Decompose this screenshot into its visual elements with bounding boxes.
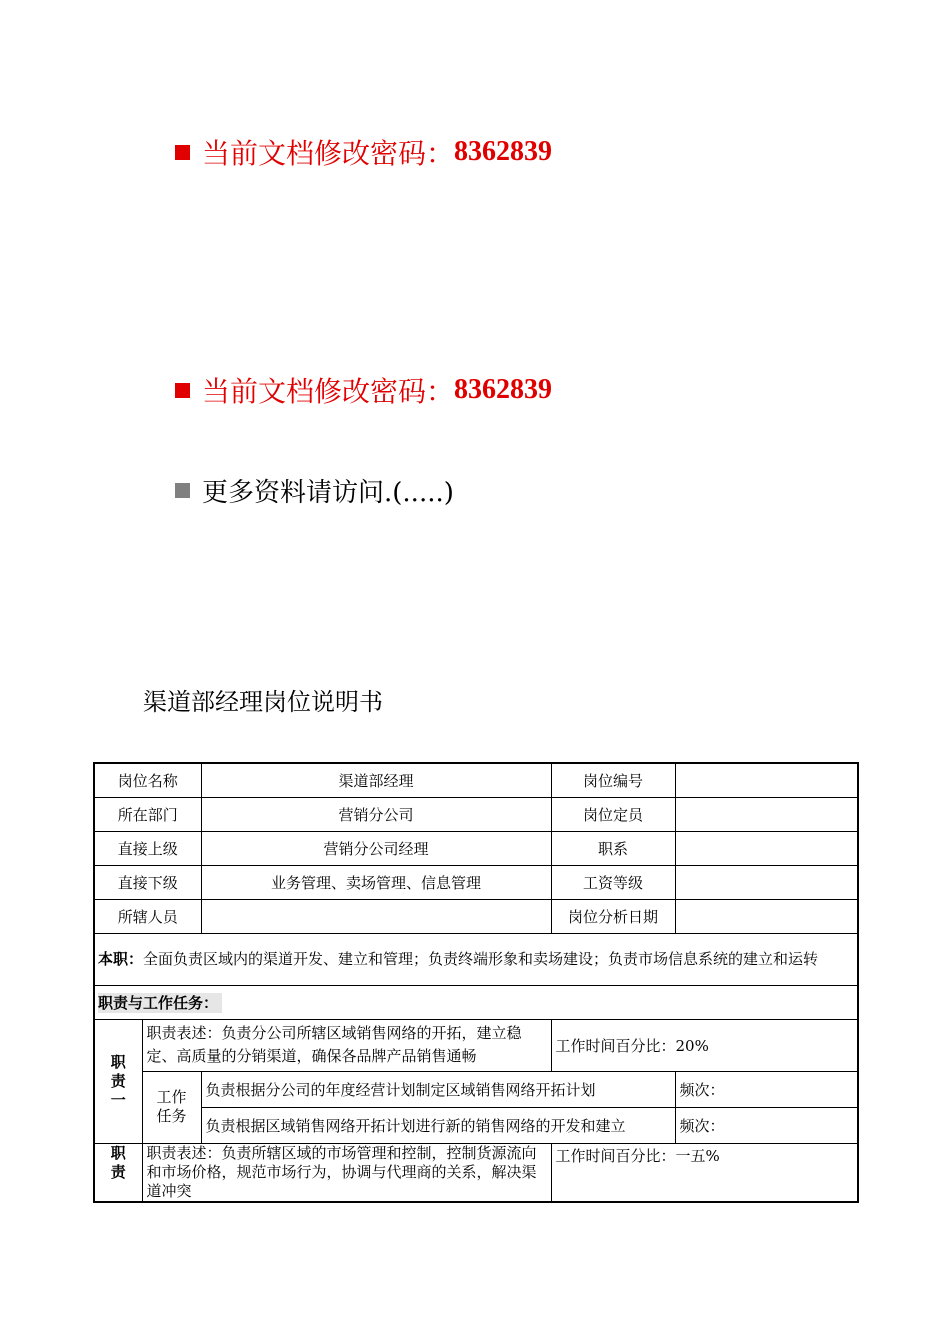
duties-header: 职责与工作任务：: [98, 993, 222, 1013]
duties-header-row: [94, 985, 858, 1019]
value-cell: [675, 831, 858, 865]
label-cell: 岗位编号: [551, 763, 675, 797]
more-resources-link[interactable]: [175, 472, 454, 509]
password-notice-1: [175, 132, 552, 172]
label-cell: 职系: [551, 831, 675, 865]
value-cell: [675, 797, 858, 831]
task-text: 负责根据分公司的年度经营计划制定区域销售网络开拓计划: [201, 1071, 675, 1107]
task-label: 工作任务: [156, 1088, 187, 1125]
duty2-label: [94, 1143, 142, 1202]
duty1-statement-row: [94, 1019, 858, 1071]
value-cell: 渠道部经理: [201, 763, 551, 797]
main-duty-cell: [94, 933, 858, 985]
value-cell: 业务管理、卖场管理、信息管理: [201, 865, 551, 899]
label-cell: 工资等级: [551, 865, 675, 899]
duty2-percent: 工作时间百分比：一五%: [551, 1143, 858, 1202]
job-description-table: [93, 762, 859, 1203]
duty1-label: [94, 1019, 142, 1143]
main-duty-text: 全面负责区域内的渠道开发、建立和管理；负责终端形象和卖场建设；负责市场信息系统的建立和运转: [143, 949, 819, 968]
more-resources-text: 更多资料请访问.(.....): [202, 478, 454, 508]
label-cell: 岗位分析日期: [551, 899, 675, 933]
duty1-statement: 职责表述：负责分公司所辖区域销售网络的开拓，建立稳定、高质量的分销渠道，确保各品牌产品销售通畅: [142, 1019, 551, 1071]
value-cell: 营销分公司经理: [201, 831, 551, 865]
label-cell: 岗位名称: [94, 763, 201, 797]
duty1-label-text: 职责一: [110, 1052, 126, 1109]
document-title: 渠道部经理岗位说明书: [143, 688, 383, 716]
value-cell: 营销分公司: [201, 797, 551, 831]
label-cell: 岗位定员: [551, 797, 675, 831]
duty1-task-row: [94, 1071, 858, 1107]
password-code: 8362839: [454, 374, 553, 405]
task-label-cell: [142, 1071, 201, 1143]
duty2-statement-row: [94, 1143, 858, 1202]
duties-header-cell: [94, 985, 858, 1019]
gray-square-bullet-icon: [175, 483, 190, 498]
duty2-label-text: 职责: [110, 1143, 126, 1181]
task-text: 负责根据区域销售网络开拓计划进行新的销售网络的开发和建立: [201, 1107, 675, 1143]
value-cell: [201, 899, 551, 933]
label-cell: 直接下级: [94, 865, 201, 899]
value-cell: [675, 865, 858, 899]
duty2-statement: 职责表述：负责所辖区域的市场管理和控制，控制货源流向和市场价格，规范市场行为，协调与代理商的关系，解决渠道冲突: [142, 1143, 551, 1202]
red-square-bullet-icon: [175, 383, 190, 398]
notice-text: 当前文档修改密码：: [202, 137, 455, 170]
password-code: 8362839: [454, 136, 553, 167]
duty1-percent: 工作时间百分比：20%: [551, 1019, 858, 1071]
value-cell: [675, 899, 858, 933]
task-frequency: 频次：: [675, 1071, 858, 1107]
main-duty-label: 本职：: [98, 949, 144, 968]
notice-text: 当前文档修改密码：: [202, 375, 455, 408]
red-square-bullet-icon: [175, 145, 190, 160]
table-row: [94, 899, 858, 933]
duty1-task-row: [94, 1107, 858, 1143]
value-cell: [675, 763, 858, 797]
label-cell: 所在部门: [94, 797, 201, 831]
table-row: [94, 831, 858, 865]
table-row: [94, 763, 858, 797]
password-notice-2: [175, 370, 552, 410]
label-cell: 所辖人员: [94, 899, 201, 933]
table-row: [94, 865, 858, 899]
table-row: [94, 797, 858, 831]
main-duty-row: [94, 933, 858, 985]
task-frequency: 频次：: [675, 1107, 858, 1143]
label-cell: 直接上级: [94, 831, 201, 865]
